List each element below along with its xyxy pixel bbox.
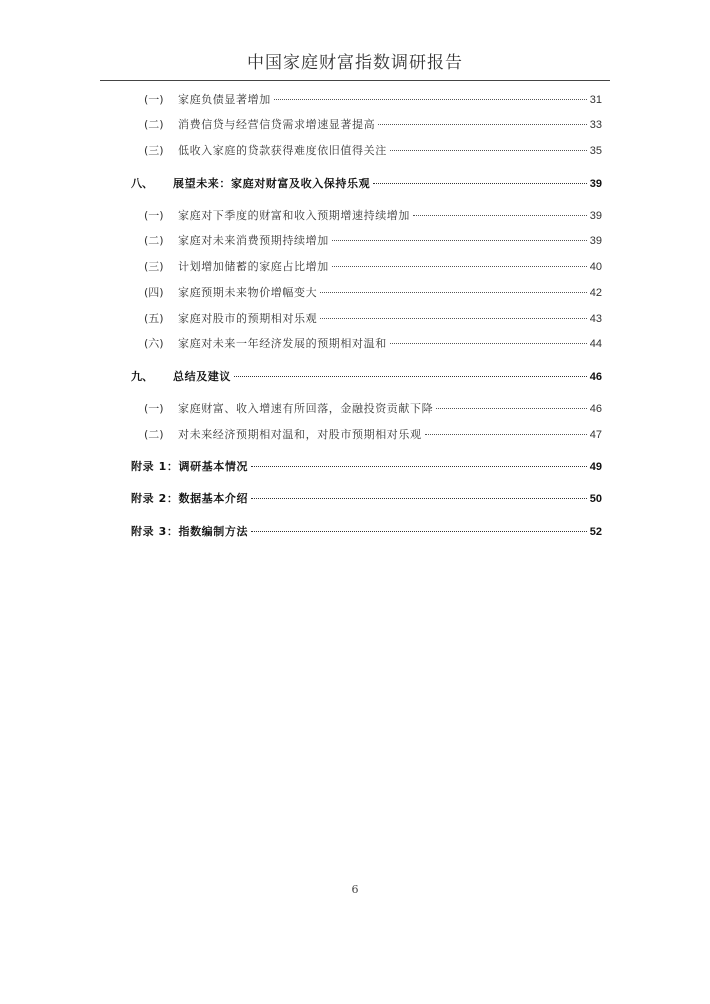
- toc-entry[interactable]: [144, 92, 602, 108]
- toc-entry[interactable]: [144, 117, 602, 133]
- toc-entry-title: 总结及建议: [173, 370, 231, 383]
- toc-dot-leader: [251, 531, 587, 532]
- toc-entry-title: 家庭对未来一年经济发展的预期相对温和: [178, 337, 387, 350]
- toc-entry-number: (一): [144, 402, 164, 415]
- toc-entry[interactable]: [144, 427, 602, 443]
- toc-entry-page: 47: [589, 429, 602, 441]
- toc-entry[interactable]: [144, 259, 602, 275]
- toc-entry[interactable]: [131, 524, 602, 540]
- toc-entry-title: 家庭对下季度的财富和收入预期增速持续增加: [178, 209, 410, 222]
- toc-entry-page: 43: [589, 313, 602, 325]
- toc-entry-page: 39: [589, 210, 602, 222]
- toc-entry-title: 对未来经济预期相对温和，对股市预期相对乐观: [178, 428, 422, 441]
- page-title: 中国家庭财富指数调研报告: [247, 53, 463, 73]
- toc-dot-leader: [390, 343, 587, 344]
- toc-entry[interactable]: [131, 176, 602, 192]
- toc-entry[interactable]: [144, 208, 602, 224]
- toc-entry-number: (二): [144, 428, 164, 441]
- toc-entry-page: 39: [589, 178, 602, 190]
- toc-entry-title: 低收入家庭的贷款获得难度依旧值得关注: [178, 144, 387, 157]
- toc-entry-page: 42: [589, 287, 602, 299]
- toc-dot-leader: [251, 498, 587, 499]
- toc-entry-page: 35: [589, 145, 602, 157]
- toc-entry-title: 展望未来：家庭对财富及收入保持乐观: [173, 177, 371, 190]
- toc-entry-title: 家庭财富、收入增速有所回落，金融投资贡献下降: [178, 402, 434, 415]
- toc-entry-page: 44: [589, 338, 602, 350]
- toc-entry-number: (五): [144, 312, 164, 325]
- toc-dot-leader: [320, 292, 587, 293]
- toc-entry-number: 八、: [131, 177, 153, 190]
- toc-entry-number: (一): [144, 93, 164, 106]
- toc-entry[interactable]: [144, 401, 602, 417]
- toc-entry-page: 40: [589, 261, 602, 273]
- toc-entry-title: 附录 2：数据基本介绍: [131, 492, 249, 505]
- toc-dot-leader: [320, 318, 587, 319]
- toc-entry-title: 消费信贷与经营信贷需求增速显著提高: [178, 118, 376, 131]
- toc-dot-leader: [373, 183, 587, 184]
- toc-entry-title: 家庭对股市的预期相对乐观: [178, 312, 318, 325]
- toc-entry-title: 计划增加储蓄的家庭占比增加: [178, 260, 329, 273]
- toc-dot-leader: [425, 434, 587, 435]
- toc-entry-number: (三): [144, 144, 164, 157]
- toc-entry[interactable]: [144, 311, 602, 327]
- toc-entry[interactable]: [144, 233, 602, 249]
- toc-entry-title: 家庭预期未来物价增幅变大: [178, 286, 318, 299]
- page-number: 6: [351, 883, 359, 896]
- toc-dot-leader: [251, 466, 587, 467]
- toc-entry[interactable]: [131, 459, 602, 475]
- toc-entry-number: (二): [144, 118, 164, 131]
- toc-dot-leader: [390, 150, 587, 151]
- toc-entry-number: (四): [144, 286, 164, 299]
- toc-entry-page: 50: [589, 493, 602, 505]
- toc-dot-leader: [274, 99, 587, 100]
- toc-dot-leader: [413, 215, 587, 216]
- toc-entry-title: 附录 1：调研基本情况: [131, 460, 249, 473]
- toc-entry-page: 39: [589, 235, 602, 247]
- toc-entry[interactable]: [131, 491, 602, 507]
- toc-entry[interactable]: [144, 336, 602, 352]
- toc-entry[interactable]: [144, 143, 602, 159]
- toc-dot-leader: [378, 124, 587, 125]
- toc-entry-number: (一): [144, 209, 164, 222]
- toc-entry-page: 33: [589, 119, 602, 131]
- toc-entry-title: 家庭负债显著增加: [178, 93, 271, 106]
- toc-entry[interactable]: [131, 369, 602, 385]
- toc-dot-leader: [436, 408, 587, 409]
- toc-entry-number: (六): [144, 337, 164, 350]
- toc-entry[interactable]: [144, 285, 602, 301]
- toc-dot-leader: [332, 240, 587, 241]
- toc-entry-title: 附录 3：指数编制方法: [131, 525, 249, 538]
- toc-entry-page: 46: [589, 403, 602, 415]
- toc-dot-leader: [332, 266, 587, 267]
- toc-entry-page: 49: [589, 461, 602, 473]
- toc-entry-page: 46: [589, 371, 602, 383]
- toc-entry-number: (二): [144, 234, 164, 247]
- toc-entry-number: (三): [144, 260, 164, 273]
- toc-entry-page: 31: [589, 94, 602, 106]
- toc-entry-page: 52: [589, 526, 602, 538]
- toc-dot-leader: [234, 376, 587, 377]
- toc-entry-title: 家庭对未来消费预期持续增加: [178, 234, 329, 247]
- toc-entry-number: 九、: [131, 370, 153, 383]
